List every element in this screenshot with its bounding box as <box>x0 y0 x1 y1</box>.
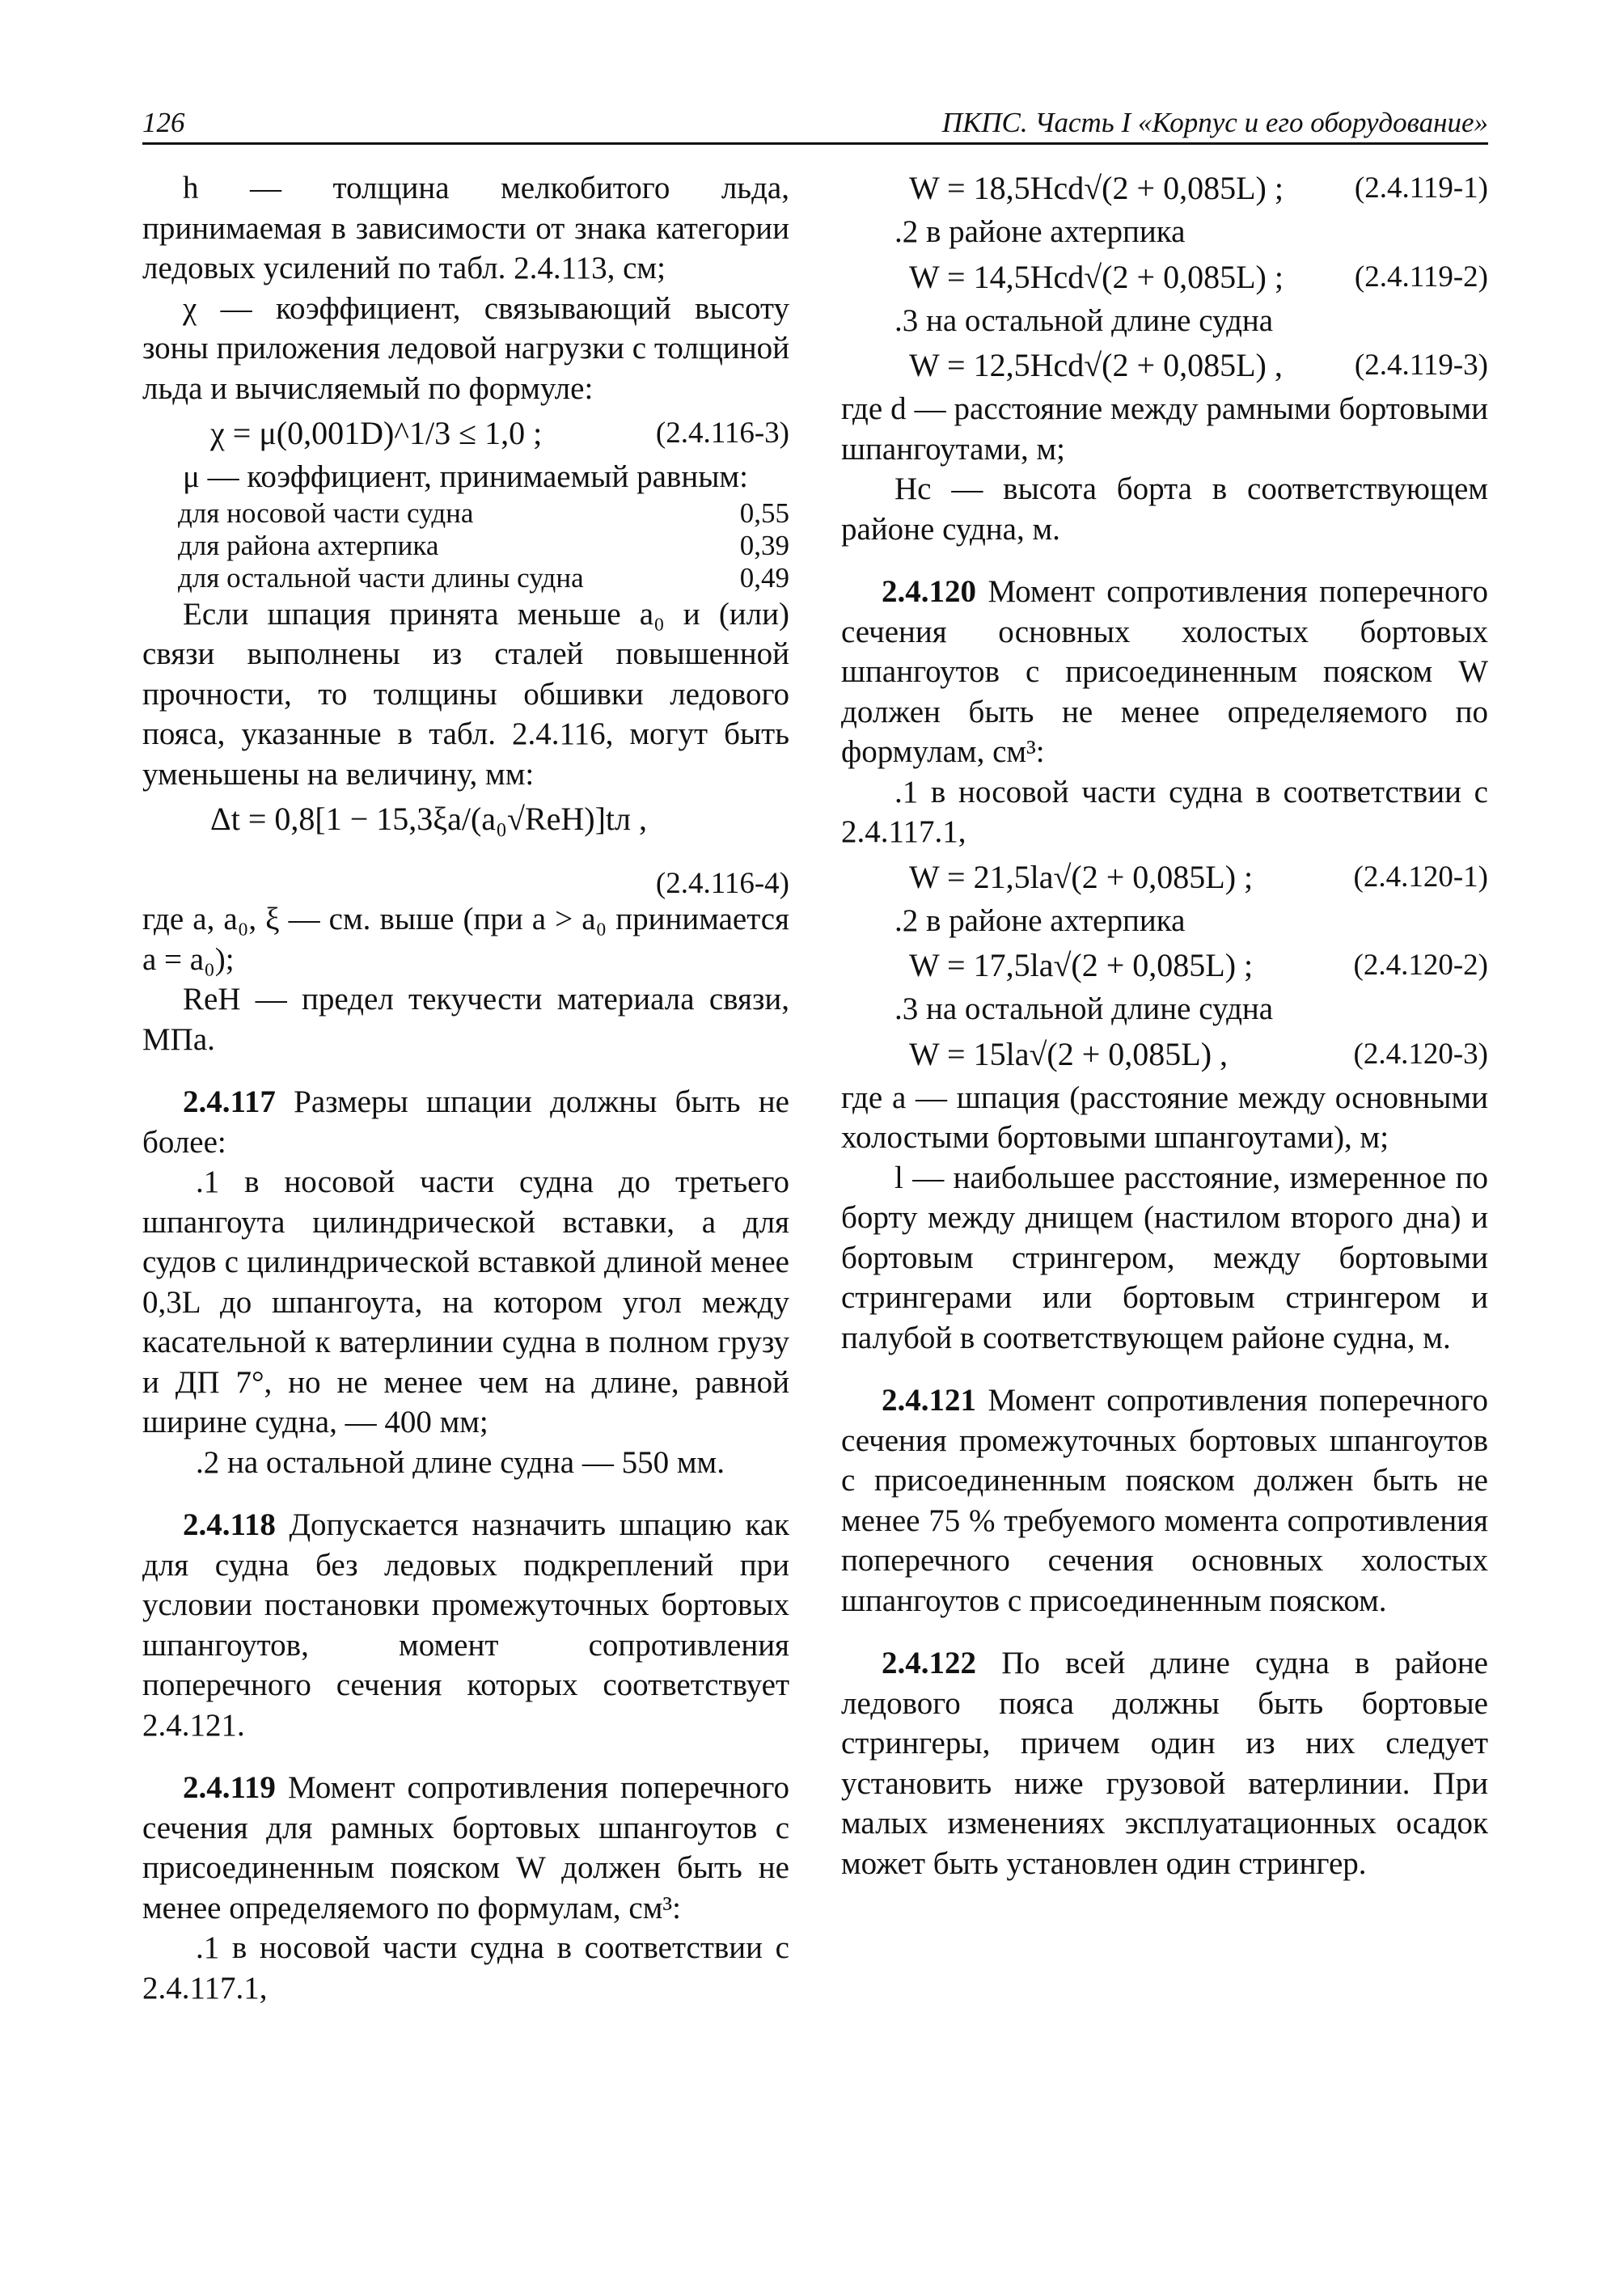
formula-number: (2.4.120-3) <box>1353 1037 1488 1071</box>
section-text: Момент сопротивления поперечного сечения промежуточных бортовых шпангоутов с присоединенным пояском должен быть не менее 75 % требуемого момента сопротивления поперечного сечения основных холостых шпангоутов с присоединенным пояском. <box>841 1383 1488 1618</box>
page-number: 126 <box>142 107 185 138</box>
paragraph: где d — расстояние между рамными бортовыми шпангоутами, м; <box>841 391 1488 467</box>
right-column <box>841 163 1488 1883</box>
section-2-4-118 <box>142 1505 789 1745</box>
left-column <box>142 168 789 2008</box>
list-item: .2 в районе ахтерпика <box>894 214 1186 249</box>
formula-expression: W = 12,5Hсd√(2 + 0,085L) , <box>909 347 1283 383</box>
paragraph: где a, a₀, ξ — см. выше (при a > a₀ принимается a = a₀); <box>142 902 789 977</box>
formula-2-4-120-1 <box>841 852 1488 901</box>
section-2-4-120 <box>841 572 1488 772</box>
section-2-4-119 <box>142 1768 789 1928</box>
list-item: .1 в носовой части судна в соответствии с 2.4.117.1, <box>841 774 1488 849</box>
formula-expression: W = 17,5la√(2 + 0,085L) ; <box>909 947 1254 983</box>
section-number: 2.4.121 <box>882 1383 976 1418</box>
table-value: 0,49 <box>739 561 789 594</box>
formula-2-4-116-3 <box>142 408 789 457</box>
list-item: .2 на остальной длине судна — 550 мм. <box>196 1444 725 1480</box>
formula-2-4-120-3 <box>841 1029 1488 1078</box>
paragraph: χ — коэффициент, связывающий высоту зоны приложения ледовой нагрузки с толщиной льда и вычисляемый по формуле: <box>142 290 789 406</box>
formula-number: (2.4.116-4) <box>655 867 789 900</box>
list-item: .1 в носовой части судна до третьего шпангоута цилиндрической вставки, а для судов с цилиндрической вставкой длиной менее 0,3L до шпангоута, на котором угол между касательной к ватерлинии судна в полном грузу и ДП 7°, но не менее чем на длине, равной ширине судна, — 400 мм; <box>142 1165 789 1439</box>
formula-expression: W = 18,5Hсd√(2 + 0,085L) ; <box>909 170 1284 206</box>
paragraph: μ — коэффициент, принимаемый равным: <box>183 459 748 494</box>
section-2-4-121 <box>841 1380 1488 1621</box>
formula-number: (2.4.119-2) <box>1354 260 1488 294</box>
section-number: 2.4.118 <box>183 1507 276 1542</box>
paragraph: Hс — высота борта в соответствующем районе судна, м. <box>841 471 1488 547</box>
table-label: для района ахтерпика <box>178 529 439 561</box>
coefficient-table <box>142 497 789 594</box>
formula-number: (2.4.119-3) <box>1354 349 1488 382</box>
section-text: Момент сопротивления поперечного сечения для рамных бортовых шпангоутов с присоединенным пояском W должен быть не менее определяемого по формулам, см³: <box>142 1770 789 1925</box>
section-2-4-122 <box>841 1643 1488 1883</box>
formula-2-4-116-4 <box>142 794 789 899</box>
list-item: .3 на остальной длине судна <box>894 991 1274 1026</box>
paragraph: h — толщина мелкобитого льда, принимаемая в зависимости от знака категории ледовых усилений по табл. 2.4.113, см; <box>142 171 789 285</box>
section-text: Допускается назначить шпацию как для судна без ледовых подкреплений при условии постановки промежуточных бортовых шпангоутов, момент сопротивления поперечного сечения которых соответствует 2.4.121. <box>142 1507 789 1743</box>
section-number: 2.4.119 <box>183 1770 276 1805</box>
paragraph: l — наибольшее расстояние, измеренное по борту между днищем (настилом второго дна) и бортовым стрингером, между бортовыми стрингерами или бортовым стрингером и палубой в соответствующем районе судна, м. <box>841 1160 1488 1355</box>
table-value: 0,55 <box>739 497 789 529</box>
page-header <box>142 102 1488 145</box>
formula-number: (2.4.116-3) <box>655 416 789 450</box>
paragraph: ReH — предел текучести материала связи, МПа. <box>142 982 789 1057</box>
formula-2-4-119-1 <box>841 163 1488 212</box>
formula-expression: W = 15la√(2 + 0,085L) , <box>909 1035 1229 1072</box>
formula-2-4-119-2 <box>841 252 1488 301</box>
list-item: .3 на остальной длине судна <box>894 302 1274 338</box>
formula-number: (2.4.119-1) <box>1354 171 1488 205</box>
formula-expression: W = 14,5Hсd√(2 + 0,085L) ; <box>909 258 1284 295</box>
formula-expression: Δt = 0,8[1 − 15,3ξa/(a₀√ReH)]tл , <box>210 801 647 837</box>
paragraph: где a — шпация (расстояние между основными холостыми бортовыми шпангоутами), м; <box>841 1080 1488 1155</box>
section-number: 2.4.117 <box>183 1084 276 1119</box>
section-text: По всей длине судна в районе ледового пояса должны быть бортовые стрингеры, причем один из них следует установить ниже грузовой ватерлинии. При малых изменениях эксплуатационных осадок может быть установлен один стрингер. <box>841 1646 1488 1881</box>
formula-2-4-119-3 <box>841 340 1488 389</box>
table-label: для остальной части длины судна <box>178 561 584 594</box>
formula-number: (2.4.120-2) <box>1353 949 1488 982</box>
table-value: 0,39 <box>739 529 789 561</box>
table-label: для носовой части судна <box>178 497 474 529</box>
table-row <box>142 562 789 594</box>
section-number: 2.4.122 <box>882 1646 976 1680</box>
paragraph: Если шпация принята меньше a₀ и (или) связи выполнены из сталей повышенной прочности, то толщины обшивки ледового пояса, указанные в табл. 2.4.116, могут быть уменьшены на величину, мм: <box>142 596 789 792</box>
table-row <box>142 497 789 530</box>
formula-number: (2.4.120-1) <box>1353 860 1488 894</box>
section-text: Момент сопротивления поперечного сечения основных холостых бортовых шпангоутов с присоединенным пояском W должен быть не менее определяемого по формулам, см³: <box>841 574 1488 769</box>
formula-2-4-120-2 <box>841 940 1488 989</box>
list-item: .1 в носовой части судна в соответствии с 2.4.117.1, <box>142 1930 789 2006</box>
section-text: Размеры шпации должны быть не более: <box>142 1084 789 1160</box>
formula-expression: χ = μ(0,001D)^1/3 ≤ 1,0 ; <box>210 415 543 451</box>
section-number: 2.4.120 <box>882 574 976 609</box>
table-row <box>142 530 789 562</box>
formula-expression: W = 21,5la√(2 + 0,085L) ; <box>909 858 1254 895</box>
running-title: ПКПС. Часть I «Корпус и его оборудование» <box>941 107 1488 138</box>
list-item: .2 в районе ахтерпика <box>894 902 1186 938</box>
section-2-4-117 <box>142 1082 789 1162</box>
